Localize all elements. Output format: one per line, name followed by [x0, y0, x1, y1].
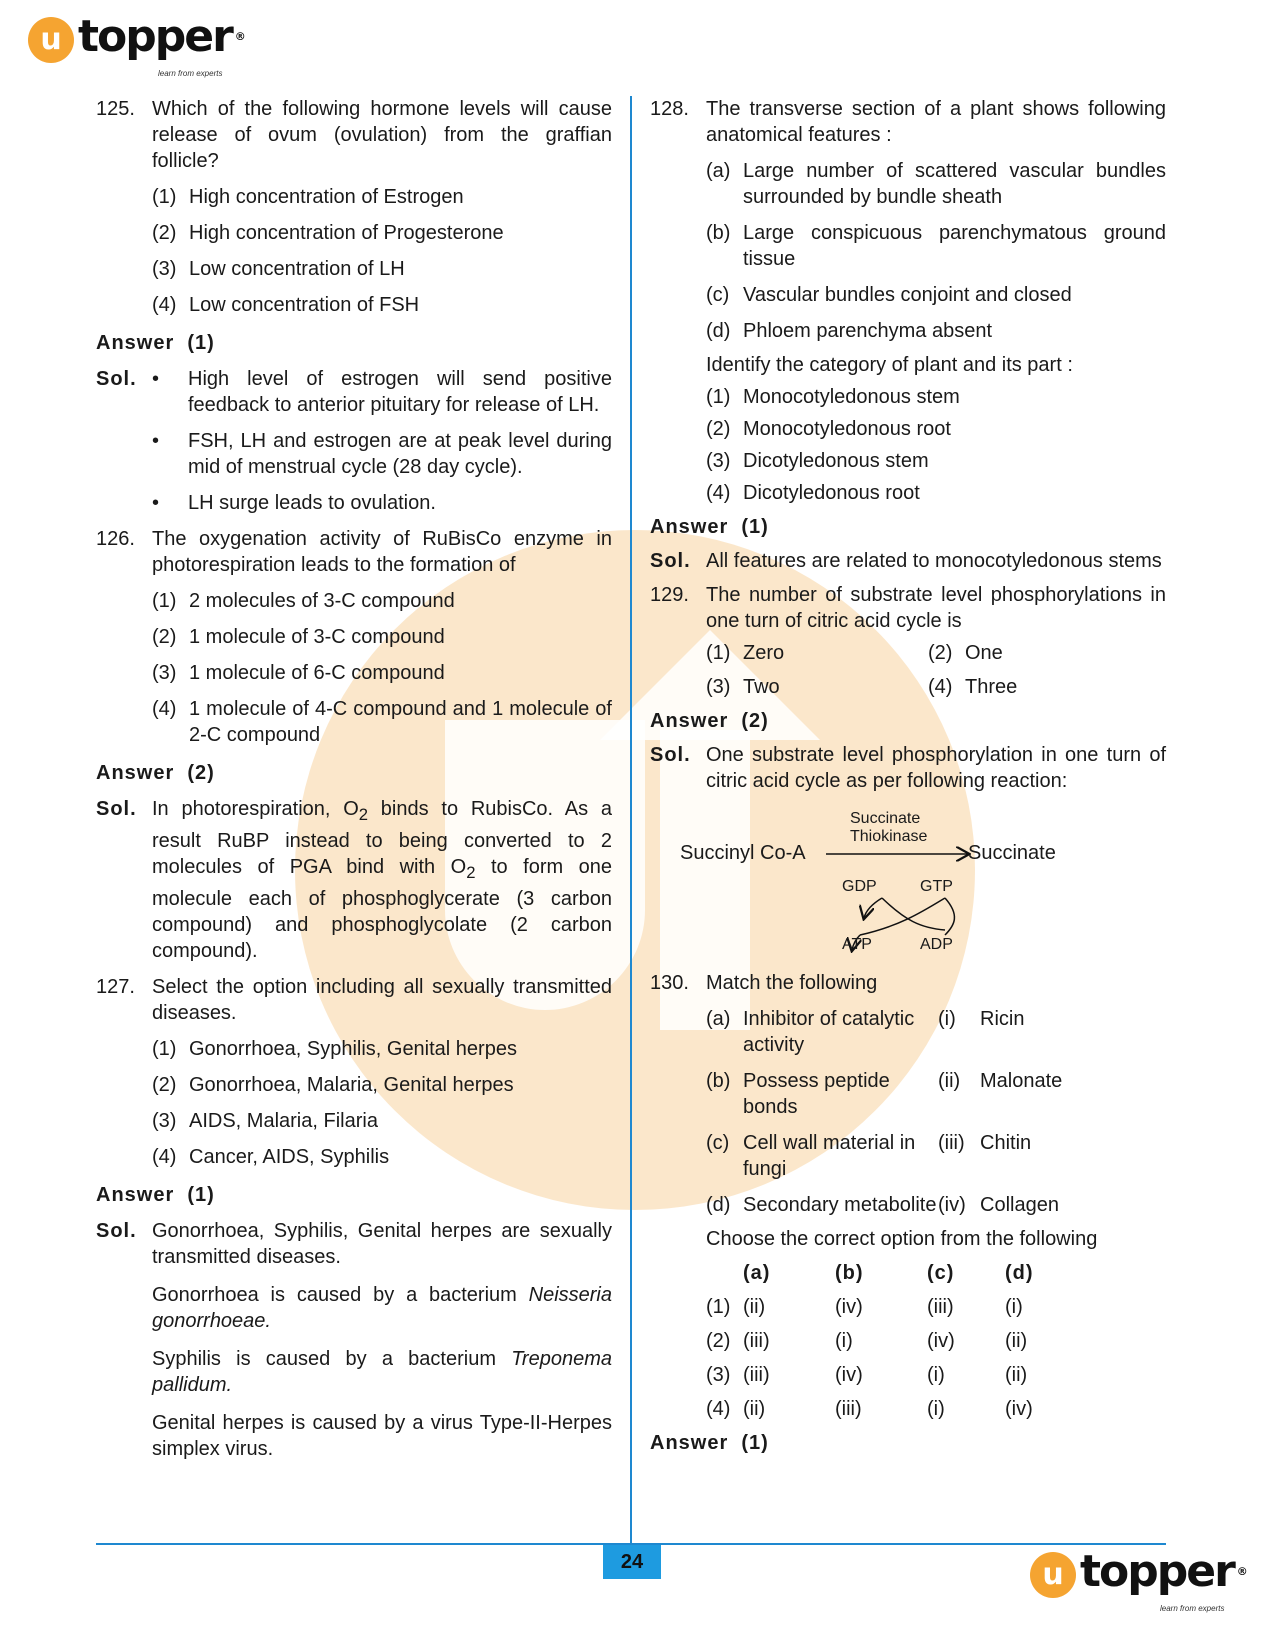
solution-paragraph	[152, 1410, 612, 1462]
page-number: 24	[603, 1545, 661, 1579]
option-item	[152, 220, 612, 246]
option-number: (3)	[706, 450, 731, 472]
logo-circle-icon: u	[1030, 1552, 1076, 1598]
option-item	[152, 1072, 612, 1098]
question-number: 127.	[96, 976, 135, 998]
question-prompt: Identify the category of plant and its part :	[706, 354, 1073, 376]
option-row	[706, 674, 1166, 700]
match-right-text: Collagen	[980, 1194, 1059, 1216]
question-text: Match the following	[706, 972, 878, 994]
match-left	[706, 1006, 938, 1058]
option-text: AIDS, Malaria, Filaria	[189, 1110, 378, 1132]
solution-body	[152, 366, 612, 516]
option-text: 2 molecules of 3-C compound	[189, 590, 455, 612]
choice-number: (2)	[706, 1330, 731, 1352]
choice-cell: (iii)	[743, 1364, 770, 1386]
option-number: (1)	[152, 186, 177, 208]
match-right	[938, 1192, 1059, 1218]
option-item	[152, 256, 612, 282]
solution-part: binds to RubisCo. As a result RuBP instead to being converted to 2 molecules of PGA bind with O	[152, 798, 612, 878]
choice-cell: (ii)	[743, 1296, 766, 1318]
solution-label: Sol.	[96, 1220, 137, 1242]
feature-text: Vascular bundles conjoint and closed	[743, 284, 1072, 306]
question-text: Which of the following hormone levels will cause release of ovum (ovulation) from the graffian follicle?	[152, 98, 612, 172]
solution-text	[152, 796, 612, 964]
match-left	[706, 1192, 938, 1218]
match-roman: (ii)	[938, 1070, 961, 1092]
solution	[650, 742, 1166, 794]
option-text: 1 molecule of 3-C compound	[189, 626, 445, 648]
feature-text: Phloem parenchyma absent	[743, 320, 993, 342]
bullet-text: LH surge leads to ovulation.	[188, 492, 436, 514]
solution-label: Sol.	[650, 744, 691, 766]
match-left-text: Inhibitor of catalytic activity	[743, 1008, 915, 1056]
feature-item	[706, 318, 1166, 344]
match-left-text: Secondary metabolite	[743, 1194, 937, 1216]
match-row	[706, 1130, 1166, 1182]
left-column	[96, 92, 612, 1462]
option-item	[706, 416, 1166, 442]
feature-text: Large conspicuous parenchymatous ground tissue	[743, 222, 1166, 270]
option-text: Gonorrhoea, Syphilis, Genital herpes	[189, 1038, 517, 1060]
answer-label: Answer	[650, 710, 729, 732]
question-125	[96, 96, 612, 174]
option-text: Low concentration of LH	[189, 258, 405, 280]
reaction-diagram	[650, 800, 1166, 970]
option-number: (2)	[928, 642, 953, 664]
para-text: Gonorrhoea is caused by a bacterium	[152, 1284, 529, 1306]
option-text: One	[965, 642, 1003, 664]
solution-text: All features are related to monocotyledonous stems	[706, 550, 1162, 572]
header-cell: (a)	[743, 1262, 771, 1284]
question-text: Select the option including all sexually transmitted diseases.	[152, 976, 612, 1024]
option-item	[152, 588, 612, 614]
choice-cell: (iii)	[835, 1398, 862, 1420]
solution	[96, 796, 612, 964]
match-row	[706, 1006, 1166, 1058]
answer-line	[650, 1430, 1166, 1456]
option-number: (3)	[152, 1110, 177, 1132]
question-130	[650, 970, 1166, 996]
match-left	[706, 1130, 938, 1182]
option-number: (2)	[706, 418, 731, 440]
answer-value: (1)	[187, 1184, 215, 1206]
choice-number: (1)	[706, 1296, 731, 1318]
subscript: 2	[358, 805, 369, 824]
answer-label: Answer	[96, 332, 175, 354]
option-text: 1 molecule of 6-C compound	[189, 662, 445, 684]
choice-header-row	[706, 1260, 1166, 1286]
option-item	[152, 696, 612, 748]
solution-bullet	[152, 428, 612, 480]
option-text: Gonorrhoea, Malaria, Genital herpes	[189, 1074, 514, 1096]
subscript: 2	[466, 863, 476, 882]
question-text: The transverse section of a plant shows following anatomical features :	[706, 98, 1166, 146]
enzyme-label: Thiokinase	[850, 828, 928, 845]
solution-part: to form one molecule each of phosphoglycerate (3 carbon compound) and phosphoglycolate (2 carbon compound).	[152, 856, 612, 962]
right-column	[650, 92, 1166, 1456]
header-cell: (c)	[927, 1262, 955, 1284]
match-right-text: Chitin	[980, 1132, 1032, 1154]
option-item	[152, 660, 612, 686]
match-letter: (b)	[706, 1070, 731, 1092]
option-number: (3)	[152, 662, 177, 684]
feature-item	[706, 282, 1166, 308]
solution	[650, 548, 1166, 574]
question-128	[650, 96, 1166, 148]
match-roman: (iv)	[938, 1194, 966, 1216]
match-left	[706, 1068, 938, 1120]
option-text: Three	[965, 676, 1018, 698]
match-row	[706, 1068, 1166, 1120]
choice-row	[706, 1396, 1166, 1422]
match-roman: (i)	[938, 1008, 956, 1030]
option-number: (4)	[152, 1146, 177, 1168]
option-item	[152, 292, 612, 318]
gtp-label: GTP	[920, 878, 953, 895]
option-row	[706, 640, 1166, 666]
solution-label: Sol.	[96, 798, 137, 820]
question-number: 128.	[650, 98, 689, 120]
adp-label: ADP	[920, 936, 953, 953]
choice-cell: (iii)	[927, 1296, 954, 1318]
choice-cell: (iv)	[1005, 1398, 1033, 1420]
option-number: (1)	[706, 386, 731, 408]
question-127	[96, 974, 612, 1026]
option-text: Zero	[743, 642, 785, 664]
answer-line	[96, 760, 612, 786]
option-item	[152, 1144, 612, 1170]
option-item	[706, 448, 1166, 474]
product-label: Succinate	[968, 842, 1056, 864]
question-number: 125.	[96, 98, 135, 120]
gdp-arrowhead	[864, 898, 882, 918]
option-item	[706, 674, 928, 700]
question-number: 130.	[650, 972, 689, 994]
substrate-label: Succinyl Co-A	[680, 842, 806, 864]
logo-name: topper	[78, 11, 232, 62]
bullet-icon: •	[152, 430, 160, 452]
option-number: (2)	[152, 1074, 177, 1096]
match-letter: (d)	[706, 1194, 731, 1216]
choice-cell: (i)	[835, 1330, 853, 1352]
solution-label: Sol.	[650, 550, 691, 572]
option-number: (4)	[152, 698, 177, 720]
answer-label: Answer	[96, 1184, 175, 1206]
match-right-text: Malonate	[980, 1070, 1063, 1092]
logo-circle-icon: u	[28, 17, 74, 63]
logo-tagline: learn from experts	[158, 69, 223, 78]
choice-table	[706, 1260, 1166, 1422]
option-text: Low concentration of FSH	[189, 294, 420, 316]
logo-wordmark	[78, 11, 244, 62]
option-number: (4)	[706, 482, 731, 504]
question-text: The oxygenation activity of RuBisCo enzyme in photorespiration leads to the formation of	[152, 528, 612, 576]
question-129	[650, 582, 1166, 634]
bullet-text: FSH, LH and estrogen are at peak level during mid of menstrual cycle (28 day cycle).	[188, 430, 612, 478]
answer-value: (2)	[187, 762, 215, 784]
answer-value: (1)	[741, 1432, 769, 1454]
solution-part: In photorespiration, O	[152, 798, 359, 820]
solution-text: One substrate level phosphorylation in one turn of citric acid cycle as per following reaction:	[706, 744, 1166, 792]
answer-label: Answer	[650, 1432, 729, 1454]
gdp-label: GDP	[842, 878, 877, 895]
answer-line	[650, 708, 1166, 734]
option-item	[928, 674, 1150, 700]
option-text: Dicotyledonous stem	[743, 450, 929, 472]
answer-label: Answer	[650, 516, 729, 538]
column-divider	[630, 96, 632, 1546]
feature-letter: (b)	[706, 222, 731, 244]
option-item	[152, 624, 612, 650]
choice-cell: (i)	[1005, 1296, 1023, 1318]
answer-line	[650, 514, 1166, 540]
match-letter: (c)	[706, 1132, 730, 1154]
option-item	[706, 384, 1166, 410]
option-number: (3)	[152, 258, 177, 280]
solution	[96, 1218, 612, 1270]
answer-line	[96, 330, 612, 356]
match-letter: (a)	[706, 1008, 731, 1030]
feature-letter: (a)	[706, 160, 731, 182]
question-number: 129.	[650, 584, 689, 606]
logo-name: topper	[1080, 1546, 1234, 1597]
match-roman: (iii)	[938, 1132, 965, 1154]
answer-value: (1)	[187, 332, 215, 354]
option-text: Two	[743, 676, 780, 698]
match-row	[706, 1192, 1166, 1218]
solution-text: Gonorrhoea, Syphilis, Genital herpes are sexually transmitted diseases.	[152, 1220, 612, 1268]
answer-line	[96, 1182, 612, 1208]
para-text: Syphilis is caused by a bacterium	[152, 1348, 512, 1370]
feature-item	[706, 158, 1166, 210]
option-number: (2)	[152, 626, 177, 648]
feature-letter: (d)	[706, 320, 731, 342]
feature-item	[706, 220, 1166, 272]
choice-number: (4)	[706, 1398, 731, 1420]
match-left-text: Cell wall material in fungi	[743, 1132, 916, 1180]
enzyme-label: Succinate	[850, 810, 921, 827]
bullet-text: High level of estrogen will send positive feedback to anterior pituitary for release of LH.	[188, 368, 612, 416]
solution-bullet	[152, 490, 612, 516]
choice-cell: (iv)	[835, 1296, 863, 1318]
atp-label: ATP	[842, 936, 872, 953]
choice-cell: (iii)	[743, 1330, 770, 1352]
option-text: 1 molecule of 4-C compound and 1 molecule of 2-C compound	[189, 698, 612, 746]
match-left-text: Possess peptide bonds	[743, 1070, 890, 1118]
answer-value: (1)	[741, 516, 769, 538]
option-number: (4)	[928, 676, 953, 698]
bullet-icon: •	[152, 368, 160, 390]
choice-cell: (ii)	[743, 1398, 766, 1420]
choice-cell: (ii)	[1005, 1330, 1028, 1352]
choice-cell: (iv)	[927, 1330, 955, 1352]
header-cell: (d)	[1005, 1262, 1034, 1284]
option-item	[152, 1036, 612, 1062]
solution	[96, 366, 612, 516]
logo-tagline: learn from experts	[1160, 1604, 1225, 1613]
question-prompt: Choose the correct option from the following	[706, 1228, 1098, 1250]
choice-cell: (i)	[927, 1364, 945, 1386]
question-number: 126.	[96, 528, 135, 550]
option-text: Dicotyledonous root	[743, 482, 920, 504]
match-right-text: Ricin	[980, 1008, 1025, 1030]
choice-cell: (i)	[927, 1398, 945, 1420]
answer-label: Answer	[96, 762, 175, 784]
solution-label: Sol.	[96, 368, 137, 390]
choice-row	[706, 1328, 1166, 1354]
solution-bullet	[152, 366, 612, 418]
option-text: Monocotyledonous root	[743, 418, 951, 440]
para-text: Genital herpes is caused by a virus Type-II-Herpes simplex virus.	[152, 1412, 612, 1460]
option-item	[928, 640, 1150, 666]
match-right	[938, 1130, 1031, 1182]
species-name: Treponema pallidum.	[152, 1348, 612, 1396]
choice-number: (3)	[706, 1364, 731, 1386]
choice-row	[706, 1362, 1166, 1388]
option-text: Monocotyledonous stem	[743, 386, 960, 408]
gtp-curve	[945, 898, 954, 935]
solution-paragraph	[152, 1346, 612, 1398]
solution-paragraph	[152, 1282, 612, 1334]
option-item	[152, 1108, 612, 1134]
option-number: (1)	[706, 642, 731, 664]
answer-value: (2)	[741, 710, 769, 732]
feature-letter: (c)	[706, 284, 730, 306]
header-logo	[28, 11, 244, 78]
species-name: Neisseria gonorrhoeae.	[152, 1284, 612, 1332]
option-text: Cancer, AIDS, Syphilis	[189, 1146, 390, 1168]
choice-cell: (iv)	[835, 1364, 863, 1386]
bullet-icon: •	[152, 492, 160, 514]
choice-row	[706, 1294, 1166, 1320]
option-number: (2)	[152, 222, 177, 244]
choice-cell: (ii)	[1005, 1364, 1028, 1386]
option-item	[152, 184, 612, 210]
header-cell: (b)	[835, 1262, 864, 1284]
logo-wordmark	[1080, 1546, 1246, 1597]
option-number: (3)	[706, 676, 731, 698]
option-text: High concentration of Progesterone	[189, 222, 504, 244]
adp-to-atp-curve	[860, 898, 945, 935]
option-item	[706, 640, 928, 666]
footer-logo	[1030, 1546, 1246, 1613]
match-right	[938, 1006, 1024, 1058]
option-number: (4)	[152, 294, 177, 316]
question-text: The number of substrate level phosphorylations in one turn of citric acid cycle is	[706, 584, 1166, 632]
match-right	[938, 1068, 1062, 1120]
option-number: (1)	[152, 1038, 177, 1060]
option-item	[706, 480, 1166, 506]
question-126	[96, 526, 612, 578]
option-text: High concentration of Estrogen	[189, 186, 464, 208]
option-number: (1)	[152, 590, 177, 612]
feature-text: Large number of scattered vascular bundles surrounded by bundle sheath	[743, 160, 1166, 208]
logo-registered-mark: ®	[234, 30, 244, 43]
logo-registered-mark: ®	[1236, 1565, 1246, 1578]
